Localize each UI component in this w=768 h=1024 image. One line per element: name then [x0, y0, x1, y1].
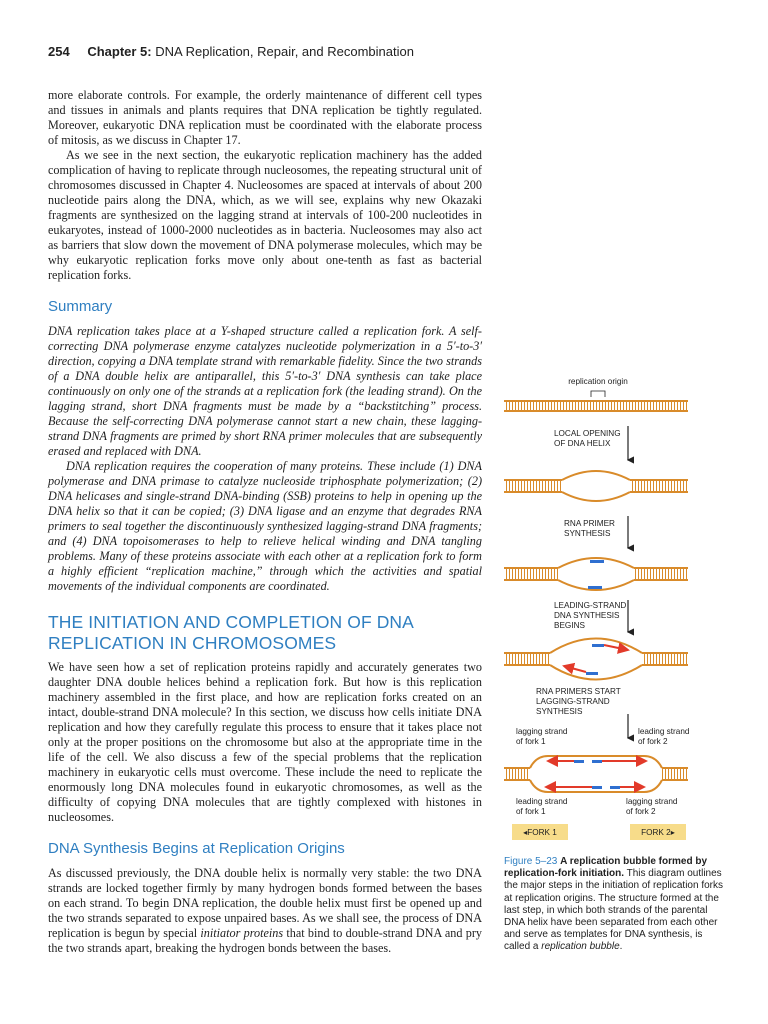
subsection-heading: DNA Synthesis Begins at Replication Origins — [48, 840, 345, 857]
step1-label-b: OF DNA HELIX — [554, 439, 611, 448]
summary-text — [48, 324, 482, 594]
chapter-title: DNA Replication, Repair, and Recombination — [155, 44, 414, 59]
figure-title: A replication bubble formed by replication-fork initiation. — [504, 856, 708, 880]
step3-label-a: LEADING-STRAND — [554, 601, 627, 610]
section-text — [48, 660, 482, 825]
step4-label-b: LAGGING-STRAND — [536, 697, 610, 706]
summary-paragraph-1: DNA replication takes place at a Y-shaped structure called a replication fork. A self-correcting DNA polymerase enzyme catalyzes nucleotide polymerization in a 5′-to-3′ direction, copying a DNA template strand with remarkable fidelity. Since the two strands of a DNA double helix are antiparallel, this 5′-to-3′ DNA synthesis can take place continuously on only one of the strands at a replication fork (the leading strand). On the lagging strand, short DNA fragments must be made by a “backstitching” process. Because the self-correcting DNA polymerase cannot start a new chain, these lagging-strand DNA fragments are primed by short RNA primer molecules that are subsequently erased and replaced with DNA. — [48, 324, 482, 458]
dna-with-rna-primers — [504, 558, 688, 590]
label-replication-origin: replication origin — [568, 377, 628, 386]
label-leading-fork1-bottom-2: of fork 1 — [516, 807, 546, 816]
replication-bubble-term: replication bubble — [541, 941, 620, 953]
step3-label-c: BEGINS — [554, 621, 585, 630]
step2-label-a: RNA PRIMER — [564, 519, 615, 528]
label-leading-fork2-top-2: of fork 2 — [638, 737, 668, 746]
running-header — [48, 44, 414, 59]
fork1-label: ◂FORK 1 — [523, 828, 557, 837]
chapter-label: Chapter 5: — [87, 44, 152, 59]
intro-paragraph-2: As we see in the next section, the eukaryotic replication machinery has the added complication of having to replicate through nucleosomes, the repeating structural unit of chromosomes discussed in Chapter 4. Nucleosomes are spaced at intervals of about 200 nucleotide pairs along the DNA, which, as we will see, explains why new Okazaki fragments are synthesized on the lagging strand at intervals of 100-200 nucleotides in eukaryotes, instead of 1000-2000 nucleotides as in bacteria. Nucleosomes may also act as barriers that slow down the movement of DNA polymerase molecules, which may be why eukaryotic replication forks move only about one-tenth as fast as bacterial replication forks. — [48, 148, 482, 282]
step4-label-a: RNA PRIMERS START — [536, 687, 621, 696]
intro-paragraph-1: more elaborate controls. For example, the orderly maintenance of different cell types and tissues in animals and plants requires that DNA replication be tightly regulated. Moreover, eukaryotic DNA replication must be coordinated with the elaborate process of mitosis, as we discuss in Chapter 17. — [48, 88, 482, 147]
dna-helix-intact — [504, 400, 688, 412]
figure-number: Figure 5–23 — [504, 856, 558, 867]
origin-bracket — [591, 391, 605, 397]
dna-leading-strand-synthesis — [504, 639, 688, 680]
label-leading-fork2-top: leading strand — [638, 727, 690, 736]
label-lagging-fork2-bottom: lagging strand — [626, 797, 678, 806]
section-heading: THE INITIATION AND COMPLETION OF DNA REPLICATION IN CHROMOSOMES — [48, 612, 413, 653]
step3-label-b: DNA SYNTHESIS — [554, 611, 620, 620]
step4-label-c: SYNTHESIS — [536, 707, 583, 716]
figure-caption: Figure 5–23 A replication bubble formed by replication-fork initiation. This diagram outlines the major steps in the initiation of replication forks at replication origins. The structure formed at the last step, in which both strands of the parental DNA helix have been separated from each other and serve as templates for DNA synthesis, is called a replication bubble. — [504, 856, 723, 953]
rna-primer-top — [590, 560, 604, 563]
leading-strand-new-right — [604, 645, 628, 650]
dna-opened-bubble — [504, 471, 688, 501]
leading-strand-new-left — [564, 666, 586, 672]
fork2-label: FORK 2▸ — [641, 828, 675, 837]
label-lagging-fork1-top-2: of fork 1 — [516, 737, 546, 746]
replication-bubble-two-forks — [504, 756, 688, 792]
label-leading-fork1-bottom: leading strand — [516, 797, 568, 806]
step2-label-b: SYNTHESIS — [564, 529, 611, 538]
summary-paragraph-2: DNA replication requires the cooperation of many proteins. These include (1) DNA polymerase and DNA primase to catalyze nucleoside triphosphate polymerization; (2) DNA helicases and single-strand DNA-binding (SSB) proteins to help in opening up the DNA helix so that it can be copied; (3) DNA ligase and an enzyme that degrades RNA primers to seal together the discontinuously synthesized lagging-strand DNA fragments; and (4) DNA topoisomerases to help to relieve helical winding and DNA tangling problems. Many of these proteins associate with each other at a replication fork to form a highly efficient “replication machine,” through which the activities and spatial movements of the individual components are coordinated. — [48, 459, 482, 593]
label-lagging-fork1-top: lagging strand — [516, 727, 568, 736]
label-lagging-fork2-bottom-2: of fork 2 — [626, 807, 656, 816]
subsection-paragraph-1: As discussed previously, the DNA double helix is normally very stable: the two DNA strands are locked together firmly by many hydrogen bonds formed between the bases on each strand. To begin DNA replication, the double helix must first be opened up and the two strands separated to expose unpaired bases. As we shall see, the process of DNA replication is begun by special initiator proteins that bind to double-strand DNA and pry the two strands apart, breaking the hydrogen bonds between the bases. — [48, 866, 482, 955]
step1-label-a: LOCAL OPENING — [554, 429, 621, 438]
replication-bubble-figure — [496, 374, 710, 844]
summary-heading: Summary — [48, 298, 113, 315]
initiator-proteins-term: initiator proteins — [200, 926, 284, 940]
section-paragraph-1: We have seen how a set of replication proteins rapidly and accurately generates two daughter DNA double helices behind a replication fork. But how is this replication machinery assembled in the first place, and how are replication forks created on an intact, double-strand DNA molecule? In this section, we discuss how cells initiate DNA replication and how they carefully regulate this process to ensure that it takes place not only at the proper positions on the chromosome but also at the appropriate time in the life of the cell. We also discuss a few of the special problems that the replication machinery in eukaryotic cells must overcome. These include the need to replicate the enormously long DNA molecules found in eukaryotic chromosomes, as well as the difficulty of copying DNA molecules that are tightly complexed with histones in nucleosomes. — [48, 660, 482, 824]
rna-primer-bottom — [588, 586, 602, 589]
page-number: 254 — [48, 44, 70, 59]
subsection-text — [48, 866, 482, 956]
intro-text — [48, 88, 482, 283]
